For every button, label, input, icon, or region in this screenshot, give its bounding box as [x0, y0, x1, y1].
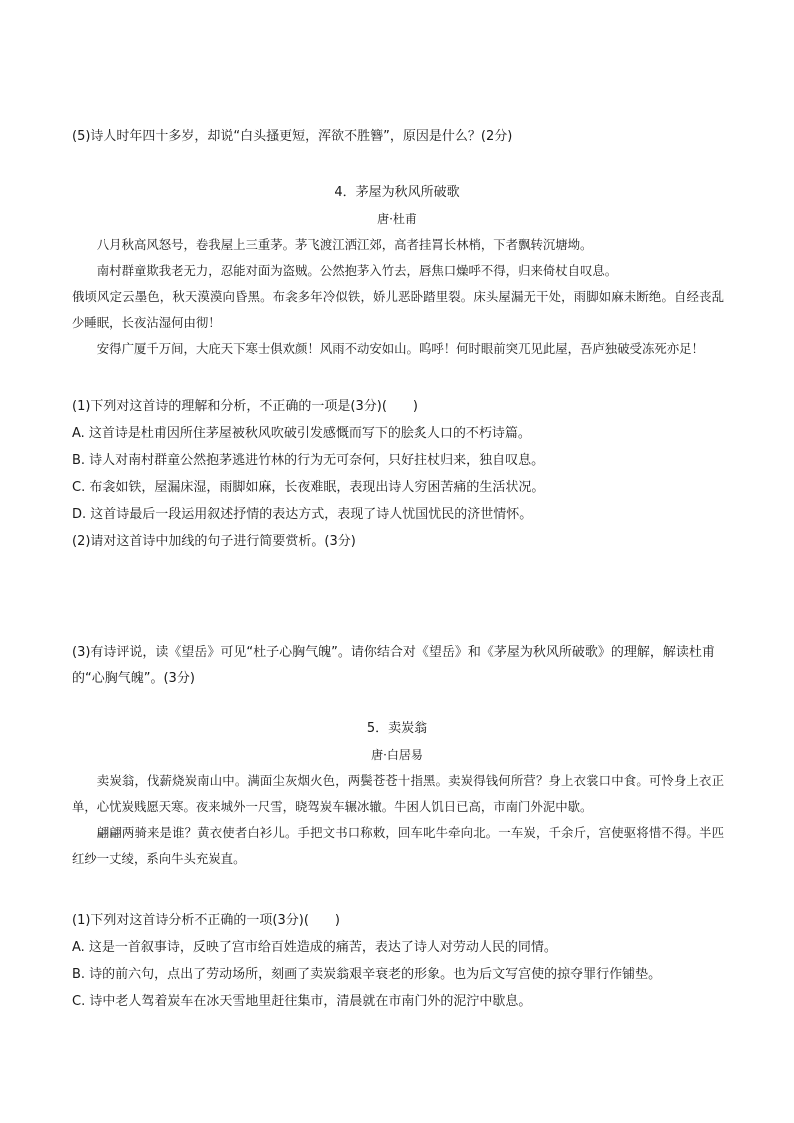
- poem4-stanza-2: 南村群童欺我老无力，忍能对面为盗贼。公然抱茅入竹去，唇焦口燥呼不得，归来倚杖自叹息。: [96, 263, 618, 278]
- poem5-author: 唐·白居易: [371, 748, 423, 762]
- poem4-title: 4．茅屋为秋风所破歌: [334, 185, 460, 200]
- poem5-stanza-2: 翩翩两骑来是谁？黄衣使者白衫儿。手把文书口称敕，回车叱牛牵向北。一车炭，千余斤，宫使驱将惜不得。半匹红纱一丈绫，系向牛头充炭直。: [72, 825, 724, 866]
- poem4-stanza-3: 俄顷风定云墨色，秋天漠漠向昏黑。布衾多年冷似铁，娇儿恶卧踏里裂。床头屋漏无干处，雨脚如麻未断绝。自经丧乱少睡眠，长夜沾湿何由彻！: [72, 289, 724, 330]
- poem5-option-b: B. 诗的前六句，点出了劳动场所，刻画了卖炭翁艰辛衰老的形象。也为后文写宫使的掠夺罪行作铺垫。: [72, 967, 662, 982]
- poem5-text: [72, 768, 724, 872]
- poem4-question-2: (2)请对这首诗中加线的句子进行简要赏析。(3分): [72, 534, 356, 549]
- poem4-question-1: (1)下列对这首诗的理解和分析，不正确的一项是(3分)( ): [72, 399, 418, 414]
- poem5-stanza-1: 卖炭翁，伐薪烧炭南山中。满面尘灰烟火色，两鬓苍苍十指黑。卖炭得钱何所营？身上衣裳口中食。可怜身上衣正单，心忧炭贱愿天寒。夜来城外一尺雪，晓驾炭车辗冰辙。牛困人饥日已高，市南门外泥中歇。: [72, 773, 724, 814]
- question-5-previous: (5)诗人时年四十多岁，却说“白头搔更短，浑欲不胜簪”，原因是什么？(2分): [72, 129, 513, 144]
- poem4-text: [72, 232, 724, 362]
- poem4-option-b: B. 诗人对南村群童公然抱茅逃进竹林的行为无可奈何，只好拄杖归来，独自叹息。: [72, 453, 545, 468]
- poem5-question-1: (1)下列对这首诗分析不正确的一项(3分)( ): [72, 913, 340, 928]
- poem4-option-d: D. 这首诗最后一段运用叙述抒情的表达方式，表现了诗人忧国忧民的济世情怀。: [72, 507, 533, 522]
- poem4-option-c: C. 布衾如铁，屋漏床湿，雨脚如麻，长夜难眠，表现出诗人穷困苦痛的生活状况。: [72, 480, 545, 495]
- poem5-option-c: C. 诗中老人驾着炭车在冰天雪地里赶往集市，清晨就在市南门外的泥泞中歇息。: [72, 994, 532, 1009]
- poem5-option-a: A. 这是一首叙事诗，反映了宫市给百姓造成的痛苦，表达了诗人对劳动人民的同情。: [72, 940, 557, 955]
- poem4-question-3: (3)有诗评说，读《望岳》可见“杜子心胸气魄”。请你结合对《望岳》和《茅屋为秋风所破歌》的理解，解读杜甫的“心胸气魄”。(3分): [72, 645, 715, 686]
- poem4-author: 唐·杜甫: [377, 212, 417, 226]
- poem4-stanza-4: 安得广厦千万间，大庇天下寒士俱欢颜！风雨不动安如山。呜呼！何时眼前突兀见此屋，吾庐独破受冻死亦足！: [96, 341, 704, 356]
- poem4-stanza-1: 八月秋高风怒号，卷我屋上三重茅。茅飞渡江洒江郊，高者挂罥长林梢，下者飘转沉塘坳。: [96, 237, 593, 252]
- poem4-option-a: A. 这首诗是杜甫因所住茅屋被秋风吹破引发感慨而写下的脍炙人口的不朽诗篇。: [72, 426, 531, 441]
- poem5-title: 5．卖炭翁: [366, 721, 428, 736]
